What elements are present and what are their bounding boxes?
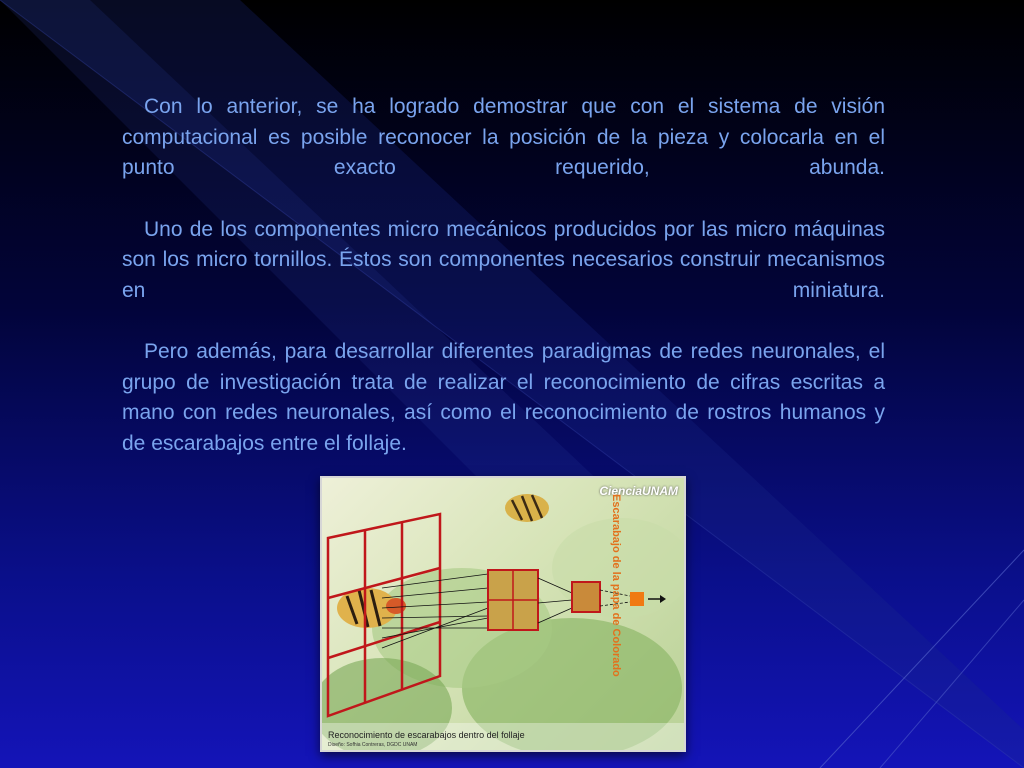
vertical-caption: Escarabajo de la papa de Colorado	[610, 494, 622, 677]
paragraph-1: Con lo anterior, se ha logrado demostrar que con el sistema de visión computacional es posible reconocer la posición de la pieza y colocarla en el punto exacto requerido, abunda.	[122, 95, 885, 179]
beetle-recognition-figure	[320, 476, 686, 752]
figure-credit: Diseño: Sofhia Contreras, DGDC UNAM	[328, 742, 418, 748]
brand-logo: CienciaUNAM	[599, 484, 678, 498]
figure-illustration	[322, 478, 684, 750]
pooled-feature	[572, 582, 600, 612]
paragraph-3: Pero además, para desarrollar diferentes paradigmas de redes neuronales, el grupo de investigación trata de realizar el reconocimiento de cifras escritas a mano con redes neuronales, así como el reconocimiento de rostros humanos y de escarabajos entre el follaje.	[122, 340, 885, 455]
slide-body	[122, 92, 885, 459]
paragraph-2: Uno de los componentes micro mecánicos producidos por las micro máquinas son los micro tornillos. Éstos son componentes necesarios construir mecanismos en miniatura.	[122, 217, 885, 302]
figure-caption: Reconocimiento de escarabajos dentro del follaje	[328, 730, 525, 740]
output-node	[630, 592, 644, 606]
